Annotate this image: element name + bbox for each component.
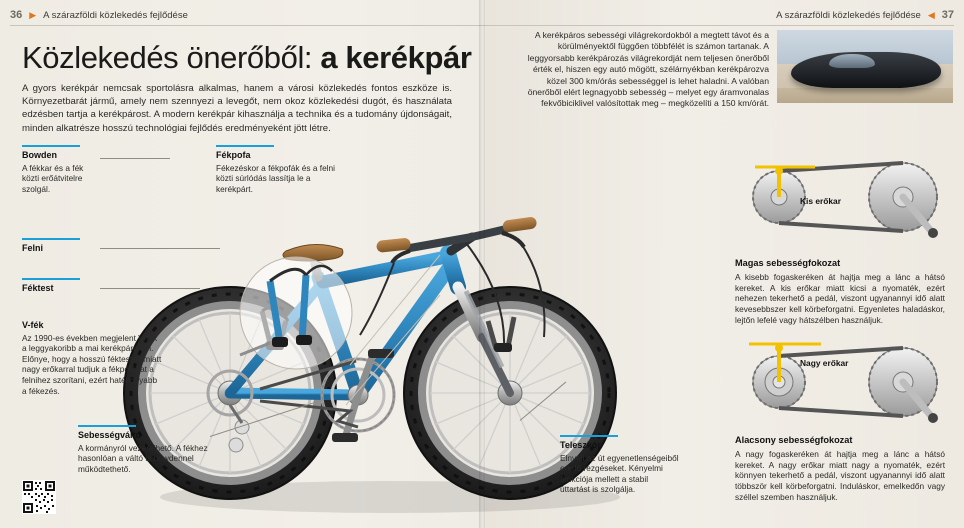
page-number-right: 37 <box>941 9 954 21</box>
running-head-right-text: A szárazföldi közlekedés fejlődése <box>776 9 921 21</box>
leader-line-felni <box>100 248 220 249</box>
gear-diagram-low <box>735 330 955 430</box>
gear-diagram-high <box>735 145 955 245</box>
header-rule <box>10 25 954 26</box>
gear-label-small-lever: Kis erőkar <box>800 196 841 206</box>
qr-code-svg <box>22 480 56 514</box>
callout-bowden-title: Bowden <box>22 150 57 160</box>
brake-magnifier <box>240 257 352 369</box>
callout-derailleur-text: A kormányról vezérelhető. A fékhez hasonlóan a váltó is bowdennel működtethető. <box>78 442 208 474</box>
right-block-high-gear-text: A kisebb fogaskeréken át hajtja meg a lánc a hátsó kereket. A kis erőkar miatt kicsi a nyomaték, ezért nehezen tekerhető a pedál, viszont ugyanannyi idő alatt kevesebbszer kell körbeforgatni. Egyenletes haladáskor, lejtőn lefelé vagy hátszélben használjuk. <box>735 271 945 325</box>
lead-paragraph: A gyors kerékpár nemcsak sportolásra alkalmas, hanem a városi közlekedés fontos eszköze is. Környezetbarát jármű, amely nem szennyezi a levegőt, nem okoz közlekedési dugót, és használata edzésben tartja a kerékpárost. A modern kerékpár kihasználja a technika és a tudomány újdonságait, minden alkatrésze hosszú technológiai fejlődés eredményeként jött létre. <box>22 83 452 134</box>
callout-v-brake <box>22 320 162 396</box>
callout-teleskop-text: Elnyeli az út egyenetlenségeiből eredő rezgéseket. Kényelmi funkciója mellett a stabil úttartást is szolgálja. <box>560 452 679 495</box>
right-block-high-gear-title: Magas sebességfokozat <box>735 258 841 268</box>
callout-rule <box>22 145 80 147</box>
page-title <box>22 40 472 76</box>
callout-fekpofa <box>216 150 336 194</box>
callout-teleskop <box>560 440 680 495</box>
photo-canopy <box>829 54 875 68</box>
callout-felni-title: Felni <box>22 243 44 253</box>
gear-label-large-lever: Nagy erőkar <box>800 358 849 368</box>
callout-fektest <box>22 283 100 296</box>
callout-bowden <box>22 150 100 194</box>
callout-fekpofa-text: Fékezéskor a fékpofák és a felni közti súrlódás lassítja le a kerékpárt. <box>216 162 335 194</box>
callout-derailleur-title: Sebességváltó <box>78 430 142 440</box>
callout-rule <box>560 435 618 437</box>
recumbent-bike-photo <box>777 30 953 103</box>
callout-fekpofa-title: Fékpofa <box>216 150 251 160</box>
callout-rule <box>216 145 274 147</box>
intro-right-paragraph: A kerékpáros sebességi világrekordokból a megtett távot és a körülményektől függően többfélét is számon tartanak. A leggyorsabb kerékpározás világrekordját nem teljesen önerőből érték el, hiszen egy autó mögött, szélárnyékban kerékpározva közel 300 km/órás sebességgel is lehet haladni. A valóban önerőből elért legnagyobb sebesség – melyet egy áramvonalas fekvőbiciklivel valósítottak meg – megközelíti a 150 km/órát. <box>527 30 769 109</box>
callout-teleskop-title: Teleszkóp <box>560 440 603 450</box>
right-block-low-gear-text: A nagy fogaskeréken át hajtja meg a lánc a hátsó kereket. A nagy erőkar miatt nagy a nyomaték, ezért könnyen tekerhető a pedál, viszont ugyanannyi idő alatt többször kell körbeforgatni. Induláskor, emelkedőn vagy széllel szemben használjuk. <box>735 448 945 502</box>
callout-bowden-text: A fékkar és a fék közti erőátvitelre szolgál. <box>22 162 84 194</box>
gear-diagram-low-svg <box>735 330 955 430</box>
gear-diagram-high-svg <box>735 145 955 245</box>
callout-fektest-title: Féktest <box>22 283 54 293</box>
callout-rule <box>22 278 80 280</box>
right-block-high-gear <box>735 258 945 326</box>
page-title-plain: Közlekedés önerőből: <box>22 40 321 75</box>
leader-line-bowden <box>100 158 170 159</box>
photo-ground <box>777 88 953 103</box>
running-head-left-text: A szárazföldi közlekedés fejlődése <box>43 9 188 21</box>
callout-derailleur <box>78 430 208 474</box>
callout-v-brake-title: V-fék <box>22 320 44 330</box>
page-title-bold: a kerékpár <box>320 40 472 75</box>
right-block-low-gear-title: Alacsony sebességfokozat <box>735 435 853 445</box>
page-number-left: 36 <box>10 9 23 21</box>
right-block-low-gear <box>735 435 945 503</box>
callout-rule <box>22 238 80 240</box>
running-head-right <box>776 6 954 24</box>
qr-code[interactable] <box>22 480 56 514</box>
triangle-right-icon: ▶ <box>29 9 37 20</box>
running-head-left <box>10 6 188 24</box>
leader-line-fektest <box>100 288 200 289</box>
callout-felni <box>22 243 100 256</box>
callout-v-brake-text: Az 1990-es években megjelent V-fék a leggyakoribb a mai kerékpárokon. Előnye, hogy a hosszú féktestek miatt nagy erőkarral tudjuk a fékpofákat a felnihez szorítani, ezért hatékonyabb a fékezés. <box>22 332 162 396</box>
triangle-left-icon: ◀ <box>927 9 935 20</box>
callout-rule <box>78 425 136 427</box>
